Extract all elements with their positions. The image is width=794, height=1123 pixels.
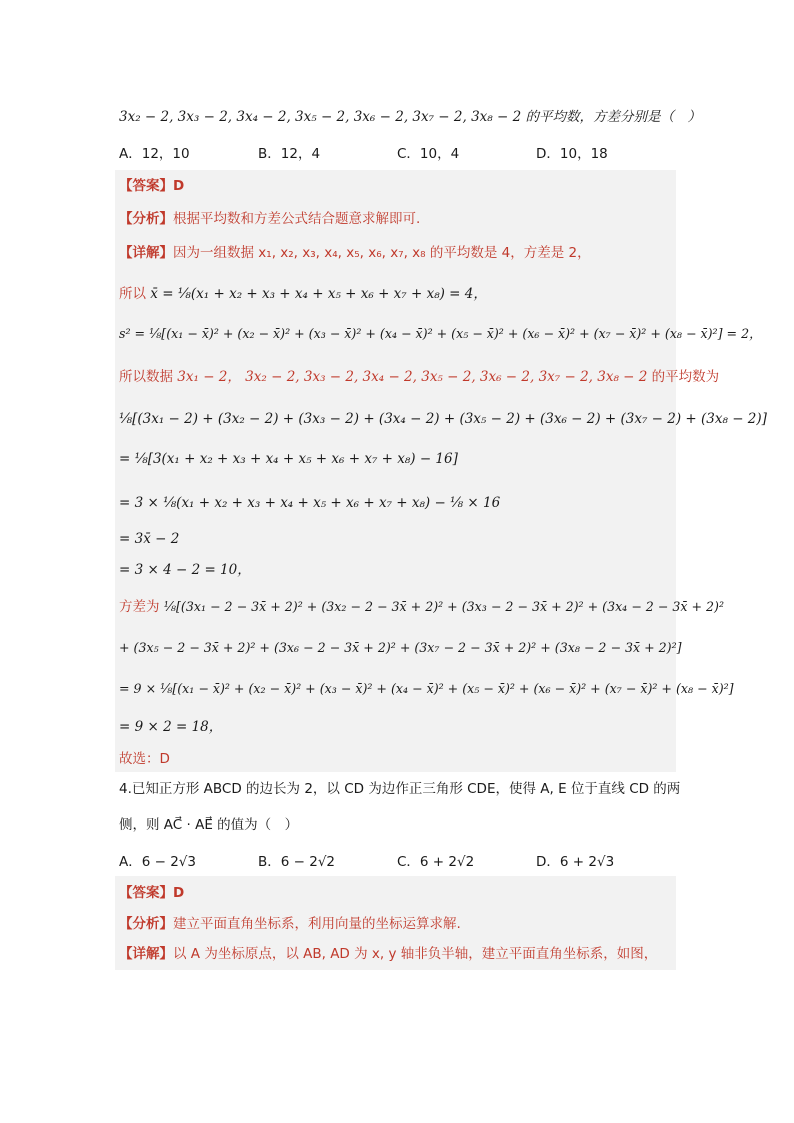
- q3-variance-formula: s² = ⅛[(x₁ − x̄)² + (x₂ − x̄)² + (x₃ − x̄)² + (x₄ − x̄)² + (x₅ − x̄)² + (x₆ − x̄)² + (x₇ − x̄)² + (x₈ − x̄)²] = 2，: [119, 326, 762, 341]
- q3-answer-label: 【答案】: [119, 178, 173, 194]
- q3-detail-4-suffix: 的平均数为: [651, 369, 720, 385]
- q3-analysis-text: 根据平均数和方差公式结合题意求解即可.: [173, 211, 421, 227]
- q4-analysis-line: [119, 915, 461, 933]
- q4-stem-line-1: 4.已知正方形 ABCD 的边长为 2，以 CD 为边作正三角形 CDE，使得 A, E 位于直线 CD 的两: [119, 781, 681, 797]
- q3-answer-line: [119, 177, 184, 195]
- q3-variance-step-4: = 9 × 2 = 18，: [119, 719, 223, 735]
- q4-option-d: D．6 + 2√3: [536, 854, 615, 870]
- q4-answer-label: 【答案】: [119, 885, 173, 901]
- q3-mean-step-3: = 3 × ⅛(x₁ + x₂ + x₃ + x₄ + x₅ + x₆ + x₇ + x₈) − ⅛ × 16: [119, 495, 501, 511]
- q4-detail-line-1: [119, 945, 657, 963]
- q4-analysis-text: 建立平面直角坐标系，利用向量的坐标运算求解.: [173, 916, 461, 932]
- q3-transformed-data: 3x₁ − 2， 3x₂ − 2, 3x₃ − 2, 3x₄ − 2, 3x₅ − 2, 3x₆ − 2, 3x₇ − 2, 3x₈ − 2: [177, 369, 648, 385]
- q3-detail-line-4: [119, 368, 719, 386]
- q3-stem-tail: 3x₂ − 2, 3x₃ − 2, 3x₄ − 2, 3x₅ − 2, 3x₆ − 2, 3x₇ − 2, 3x₈ − 2 的平均数，方差分别是（ ）: [119, 109, 701, 125]
- q4-detail-label: 【详解】: [119, 946, 173, 962]
- q4-option-b: B．6 − 2√2: [258, 854, 336, 870]
- q4-answer-line: [119, 884, 184, 902]
- q4-option-a: A．6 − 2√3: [119, 854, 196, 870]
- q3-detail-line-2: [119, 285, 487, 303]
- q3-detail-4-prefix: 所以数据: [119, 369, 173, 385]
- q4-detail-text-1: 以 A 为坐标原点，以 AB, AD 为 x, y 轴非负半轴，建立平面直角坐标系，如图，: [173, 946, 658, 962]
- q3-mean-step-5: = 3 × 4 − 2 = 10，: [119, 562, 251, 578]
- q3-detail-2-prefix: 所以: [119, 286, 146, 302]
- q3-variance-line-1: [119, 598, 724, 616]
- q3-option-d: D．10，18: [536, 146, 608, 162]
- q4-answer-value: D: [173, 885, 185, 901]
- q4-analysis-label: 【分析】: [119, 916, 173, 932]
- q3-analysis-line: [119, 210, 420, 228]
- q3-variance-step-2: + (3x₅ − 2 − 3x̄ + 2)² + (3x₆ − 2 − 3x̄ + 2)² + (3x₇ − 2 − 3x̄ + 2)² + (3x₈ − 2 − 3x̄ + 2)²]: [119, 640, 682, 655]
- q3-mean-step-1: ⅛[(3x₁ − 2) + (3x₂ − 2) + (3x₃ − 2) + (3x₄ − 2) + (3x₅ − 2) + (3x₆ − 2) + (3x₇ − 2) + (3x₈ − 2)]: [119, 411, 767, 427]
- q3-mean-formula: x̄ = ⅛(x₁ + x₂ + x₃ + x₄ + x₅ + x₆ + x₇ + x₈) = 4，: [150, 286, 487, 302]
- q3-variance-step-3: = 9 × ⅛[(x₁ − x̄)² + (x₂ − x̄)² + (x₃ − x̄)² + (x₄ − x̄)² + (x₅ − x̄)² + (x₆ − x̄)² + (x₇ − x̄)² + (x₈ − x̄)²]: [119, 681, 734, 696]
- q3-variance-step-1: ⅛[(3x₁ − 2 − 3x̄ + 2)² + (3x₂ − 2 − 3x̄ + 2)² + (3x₃ − 2 − 3x̄ + 2)² + (3x₄ − 2 − 3x̄ + 2)²: [163, 599, 725, 614]
- q3-analysis-label: 【分析】: [119, 211, 173, 227]
- q3-detail-line-1: [119, 244, 591, 262]
- q3-detail-text-1: 因为一组数据 x₁, x₂, x₃, x₄, x₅, x₆, x₇, x₈ 的平均数是 4，方差是 2，: [173, 245, 591, 261]
- q3-option-a: A．12，10: [119, 146, 190, 162]
- q3-option-b: B．12，4: [258, 146, 321, 162]
- q4-stem-line-2: 侧，则 AC⃗ · AE⃗ 的值为（ ）: [119, 817, 299, 833]
- q3-answer-value: D: [173, 178, 185, 194]
- q3-conclusion: 故选：D: [119, 751, 170, 767]
- q3-mean-step-2: = ⅛[3(x₁ + x₂ + x₃ + x₄ + x₅ + x₆ + x₇ + x₈) − 16]: [119, 451, 458, 467]
- q3-detail-10-prefix: 方差为: [119, 599, 160, 615]
- q4-option-c: C．6 + 2√2: [397, 854, 475, 870]
- q3-mean-step-4: = 3x̄ − 2: [119, 531, 180, 547]
- q3-detail-label: 【详解】: [119, 245, 173, 261]
- q3-option-c: C．10，4: [397, 146, 460, 162]
